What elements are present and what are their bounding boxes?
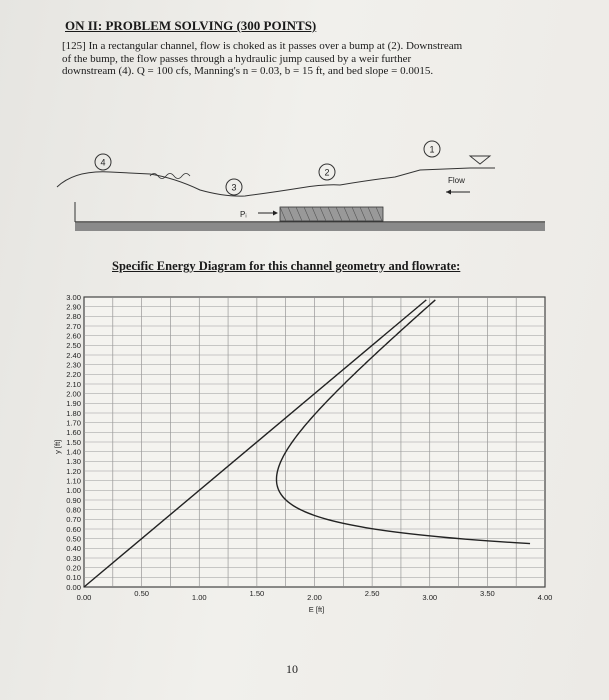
y-tick-label: 0.60 xyxy=(66,524,81,534)
weir-label: Pᵢ xyxy=(240,210,247,219)
x-tick-label: 3.50 xyxy=(479,589,495,598)
y-tick-label: 2.70 xyxy=(66,321,81,331)
problem-line-3: downstream (4). Q = 100 cfs, Manning's n = 0.03, b = 15 ft, and bed slope = 0.0015. xyxy=(62,65,434,77)
page-number: 10 xyxy=(286,662,298,676)
problem-line-2: of the bump, the flow passes through a hydraulic jump caused by a weir further xyxy=(62,52,412,65)
x-tick-label: 0.00 xyxy=(76,593,92,602)
y-tick-label: 0.20 xyxy=(66,563,81,573)
y-tick-label: 1.20 xyxy=(66,466,81,476)
y-tick-label: 2.10 xyxy=(66,379,81,389)
y-tick-label: 2.00 xyxy=(66,389,81,399)
station-1-label: 1 xyxy=(429,144,435,155)
y-tick-label: 0.10 xyxy=(66,573,81,583)
chart-title: Specific Energy Diagram for this channel geometry and flowrate: xyxy=(112,259,461,273)
y-tick-label: 2.80 xyxy=(66,312,81,322)
y-tick-label: 1.40 xyxy=(66,447,81,457)
y-tick-label: 1.60 xyxy=(66,428,81,438)
y-tick-label: 0.00 xyxy=(66,582,81,592)
x-tick-label: 2.50 xyxy=(364,589,380,598)
y-tick-label: 2.90 xyxy=(66,302,81,312)
y-tick-label: 0.70 xyxy=(66,515,81,525)
y-tick-label: 2.50 xyxy=(66,341,81,351)
y-tick-label: 1.10 xyxy=(66,476,81,486)
y-tick-label: 0.40 xyxy=(66,544,81,554)
y-tick-label: 1.90 xyxy=(66,399,81,409)
y-tick-label: 1.30 xyxy=(66,457,81,467)
y-tick-label: 0.90 xyxy=(66,495,81,505)
flow-label: Flow xyxy=(448,176,465,185)
station-3-label: 3 xyxy=(231,182,237,193)
y-tick-label: 0.80 xyxy=(66,505,81,515)
y-tick-label: 2.30 xyxy=(66,360,81,370)
y-tick-label: 2.60 xyxy=(66,331,81,341)
x-tick-label: 4.00 xyxy=(537,593,553,602)
station-4-label: 4 xyxy=(100,157,106,168)
x-tick-label: 0.50 xyxy=(134,589,150,598)
y-tick-label: 0.50 xyxy=(66,534,81,544)
station-2-label: 2 xyxy=(324,167,330,178)
y-tick-label: 2.20 xyxy=(66,370,81,380)
y-axis-label: y [ft] xyxy=(53,439,62,454)
y-tick-label: 0.30 xyxy=(66,553,81,563)
x-axis-label: E [ft] xyxy=(308,605,325,614)
problem-line-1: In a rectangular channel, flow is choked as it passes over a bump at (2). Downstream xyxy=(88,40,463,52)
x-tick-label: 1.50 xyxy=(249,589,265,598)
x-tick-label: 1.00 xyxy=(191,593,207,602)
y-tick-label: 1.80 xyxy=(66,408,81,418)
problem-points: [125] xyxy=(62,40,86,52)
y-tick-label: 2.40 xyxy=(66,350,81,360)
y-tick-label: 1.00 xyxy=(66,486,81,496)
x-tick-label: 3.00 xyxy=(422,593,438,602)
y-tick-label: 1.70 xyxy=(66,418,81,428)
y-tick-label: 3.00 xyxy=(66,292,81,302)
section-header: ON II: PROBLEM SOLVING (300 POINTS) xyxy=(65,18,317,33)
y-tick-label: 1.50 xyxy=(66,437,81,447)
x-tick-label: 2.00 xyxy=(307,593,322,602)
